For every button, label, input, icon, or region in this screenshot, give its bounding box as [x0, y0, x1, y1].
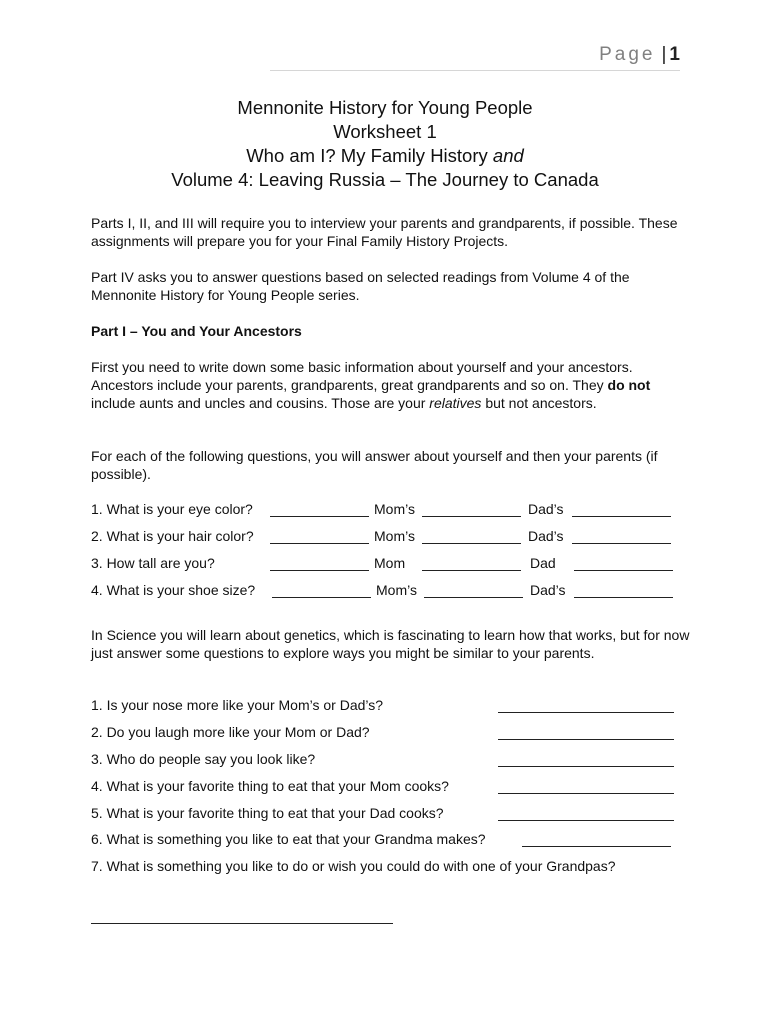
genetics-question-7	[91, 857, 691, 877]
ancestors-relatives: relatives	[429, 395, 482, 411]
series-title: Mennonite History for Young People	[237, 97, 533, 118]
dad-label: Dad’s	[530, 582, 566, 598]
ancestors-text-a: First you need to write down some basic information about yourself and your ancestors. Ancestors include your parents, grandparents, great grandparents and so on. They	[91, 359, 633, 393]
genetics-question-1	[91, 696, 691, 716]
question-label: 3. How tall are you?	[91, 555, 215, 571]
mom-label: Mom’s	[374, 528, 415, 544]
question-row-height	[91, 554, 691, 574]
question-label: 1. What is your eye color?	[91, 501, 253, 517]
question-label: 6. What is something you like to eat that your Grandma makes?	[91, 831, 486, 847]
question-label: 2. What is your hair color?	[91, 528, 254, 544]
answer-blank[interactable]	[498, 766, 674, 767]
part1-heading: Part I – You and Your Ancestors	[91, 323, 302, 339]
volume-title: Volume 4: Leaving Russia – The Journey to Canada	[171, 169, 599, 190]
mom-answer-blank[interactable]	[424, 597, 523, 598]
dad-answer-blank[interactable]	[572, 516, 671, 517]
mom-answer-blank[interactable]	[422, 570, 521, 571]
worksheet-topic-and: and	[492, 145, 524, 166]
mom-answer-blank[interactable]	[422, 516, 521, 517]
dad-answer-blank[interactable]	[574, 597, 673, 598]
self-answer-blank[interactable]	[270, 570, 369, 571]
question-row-hair-color	[91, 527, 691, 547]
mom-label: Mom	[374, 555, 406, 571]
answer-blank[interactable]	[498, 820, 674, 821]
answer-blank[interactable]	[498, 739, 674, 740]
question-label: 4. What is your shoe size?	[91, 582, 256, 598]
genetics-question-6	[91, 830, 691, 850]
ancestors-text-c: but not ancestors.	[481, 395, 597, 411]
genetics-question-3	[91, 750, 691, 770]
intro-paragraph-2: Part IV asks you to answer questions based on selected readings from Volume 4 of the Mennonite History for Young People series.	[91, 269, 630, 303]
question-label: 2. Do you laugh more like your Mom or Dad?	[91, 724, 370, 740]
ancestors-text-b: include aunts and uncles and cousins. Those are your	[91, 395, 430, 411]
dad-answer-blank[interactable]	[574, 570, 673, 571]
dad-label: Dad	[530, 555, 556, 571]
answer-blank[interactable]	[498, 712, 674, 713]
self-answer-blank[interactable]	[270, 516, 369, 517]
question-row-shoe-size	[91, 581, 691, 601]
answer-blank[interactable]	[498, 793, 674, 794]
genetics-question-4	[91, 777, 691, 797]
mom-answer-blank[interactable]	[422, 543, 521, 544]
question-label: 1. Is your nose more like your Mom’s or Dad’s?	[91, 697, 384, 713]
genetics-question-5	[91, 804, 691, 824]
question-row-eye-color	[91, 500, 691, 520]
mom-label: Mom’s	[376, 582, 417, 598]
worksheet-topic	[0, 144, 770, 168]
title-block	[0, 96, 770, 192]
question-label: 3. Who do people say you look like?	[91, 751, 316, 767]
ancestors-do-not: do not	[607, 377, 651, 393]
dad-answer-blank[interactable]	[572, 543, 671, 544]
intro-paragraph-1: Parts I, II, and III will require you to interview your parents and grandparents, if possible. These assignments will prepare you for your Final Family History Projects.	[91, 215, 678, 249]
self-answer-blank[interactable]	[272, 597, 371, 598]
question-label: 7. What is something you like to do or wish you could do with one of your Grandpas?	[91, 858, 616, 874]
worksheet-topic-text: Who am I? My Family History	[246, 145, 493, 166]
ancestors-paragraph	[91, 358, 691, 412]
page-header	[270, 44, 680, 71]
answer-blank[interactable]	[522, 846, 671, 847]
mom-label: Mom’s	[374, 501, 415, 517]
dad-label: Dad’s	[528, 528, 564, 544]
self-answer-blank[interactable]	[270, 543, 369, 544]
page-number: 1	[669, 44, 680, 65]
question-label: 5. What is your favorite thing to eat that your Dad cooks?	[91, 805, 444, 821]
page-separator: |	[661, 44, 667, 65]
question-label: 4. What is your favorite thing to eat that your Mom cooks?	[91, 778, 449, 794]
worksheet-number: Worksheet 1	[333, 121, 437, 142]
genetics-paragraph: In Science you will learn about genetics, which is fascinating to learn how that works, but for now just answer some questions to explore ways you might be similar to your parents.	[91, 627, 690, 661]
page-label: Page	[599, 44, 656, 65]
dad-label: Dad’s	[528, 501, 564, 517]
instructions-paragraph: For each of the following questions, you will answer about yourself and then your parents (if possible).	[91, 448, 658, 482]
answer-line-question-7[interactable]	[91, 923, 393, 924]
genetics-question-2	[91, 723, 691, 743]
